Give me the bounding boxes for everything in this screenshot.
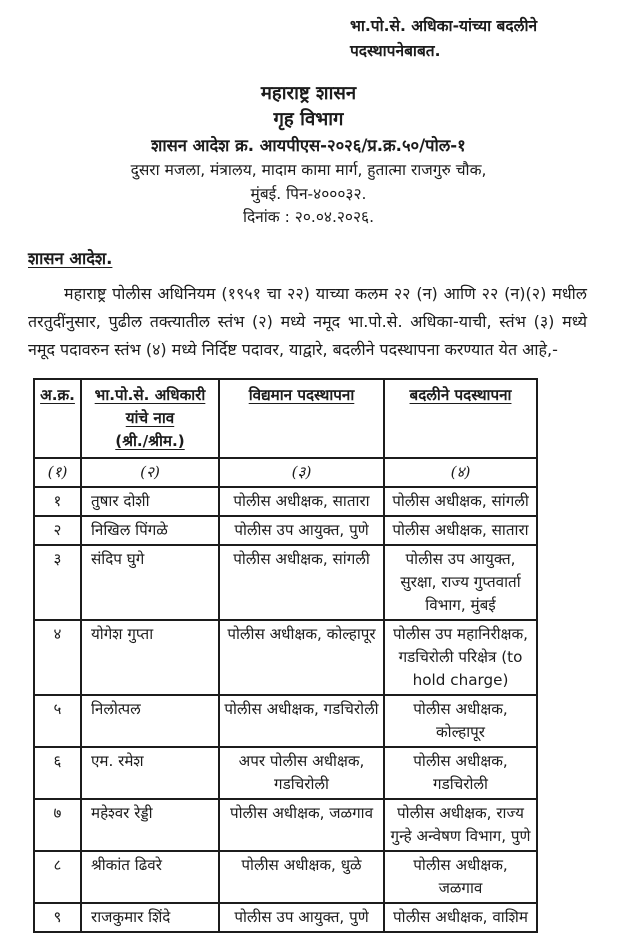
new-posting-cell: पोलीस उप आयुक्त, सुरक्षा, राज्य गुप्तवार्ता विभाग, मुंबई <box>384 545 537 620</box>
serial-cell: ५ <box>34 695 81 747</box>
current-posting-cell: पोलीस अधीक्षक, गडचिरोली <box>219 695 384 747</box>
name-cell: संदिप घुगे <box>81 545 219 620</box>
serial-cell: १ <box>34 487 81 516</box>
column-header-line: यांचे नाव <box>125 408 175 427</box>
current-posting-cell: पोलीस अधीक्षक, धुळे <box>219 851 384 903</box>
column-header-1 <box>34 379 81 458</box>
current-posting-cell: पोलीस अधीक्षक, कोल्हापूर <box>219 620 384 695</box>
new-posting-cell: पोलीस अधीक्षक, कोल्हापूर <box>384 695 537 747</box>
table-row <box>34 903 537 932</box>
serial-cell: ७ <box>34 799 81 851</box>
column-header-line: भा.पो.से. अधिकारी <box>94 385 206 404</box>
corner-note-line-2: पदस्थापनेबाबत. <box>350 42 441 60</box>
order-paragraph: महाराष्ट्र पोलीस अधिनियम (१९५१ चा २२) याच्या कलम २२ (न) आणि २२ (न)(२) मधील तरतुदींनुसार, पुढील तक्त्यातील स्तंभ (२) मध्ये नमूद भा.पो.से. अधिका-याची, स्तंभ (३) मध्ये नमूद पदावरुन स्तंभ (४) मध्ये निर्दिष्ट पदावर, याद्वारे, बदलीने पदस्थापना करण्यात येत आहे,- <box>28 283 587 359</box>
current-posting-cell: पोलीस उप आयुक्त, पुणे <box>219 516 384 545</box>
new-posting-cell: पोलीस अधीक्षक, जळगाव <box>384 851 537 903</box>
new-posting-cell: पोलीस अधीक्षक, गडचिरोली <box>384 747 537 799</box>
new-posting-cell: पोलीस अधीक्षक, सांगली <box>384 487 537 516</box>
serial-cell: ९ <box>34 903 81 932</box>
column-header-line: बदलीने पदस्थापना <box>409 385 512 404</box>
document-header <box>0 81 617 230</box>
column-index-3: (३) <box>219 458 384 487</box>
table-row <box>34 487 537 516</box>
address-line-1: दुसरा मजला, मंत्रालय, मादाम कामा मार्ग, हुतात्मा राजगुरु चौक, <box>130 161 487 179</box>
order-number: शासन आदेश क्र. आयपीएस-२०२६/प्र.क्र.५०/पोल-१ <box>151 136 466 155</box>
table-row <box>34 545 537 620</box>
current-posting-cell: पोलीस अधीक्षक, सांगली <box>219 545 384 620</box>
current-posting-cell: पोलीस अधीक्षक, सातारा <box>219 487 384 516</box>
table-head <box>34 379 537 487</box>
table-body <box>34 487 537 932</box>
name-cell: योगेश गुप्ता <box>81 620 219 695</box>
name-cell: महेश्वर रेड्डी <box>81 799 219 851</box>
subheader-row <box>34 458 537 487</box>
department-title: गृह विभाग <box>273 109 344 130</box>
new-posting-cell: पोलीस अधीक्षक, राज्य गुन्हे अन्वेषण विभाग, पुणे <box>384 799 537 851</box>
column-header-line: विद्यमान पदस्थापना <box>248 385 355 404</box>
name-cell: निलोत्पल <box>81 695 219 747</box>
name-cell: राजकुमार शिंदे <box>81 903 219 932</box>
column-header-line: (श्री./श्रीम.) <box>115 431 185 450</box>
transfer-table <box>33 378 538 933</box>
table-row <box>34 516 537 545</box>
corner-note-line-1: भा.पो.से. अधिका-यांच्या बदलीने <box>350 17 538 35</box>
current-posting-cell: अपर पोलीस अधीक्षक, गडचिरोली <box>219 747 384 799</box>
serial-cell: २ <box>34 516 81 545</box>
header-row <box>34 379 537 458</box>
government-title: महाराष्ट्र शासन <box>260 83 357 104</box>
name-cell: श्रीकांत ढिवरे <box>81 851 219 903</box>
name-cell: निखिल पिंगळे <box>81 516 219 545</box>
column-header-3 <box>219 379 384 458</box>
serial-cell: ६ <box>34 747 81 799</box>
table-row <box>34 799 537 851</box>
date-line: दिनांक : २०.०४.२०२६. <box>242 208 375 226</box>
name-cell: एम. रमेश <box>81 747 219 799</box>
column-header-4 <box>384 379 537 458</box>
column-index-4: (४) <box>384 458 537 487</box>
column-index-2: (२) <box>81 458 219 487</box>
serial-cell: ४ <box>34 620 81 695</box>
table-row <box>34 851 537 903</box>
new-posting-cell: पोलीस अधीक्षक, सातारा <box>384 516 537 545</box>
column-index-1: (१) <box>34 458 81 487</box>
column-header-line: अ.क्र. <box>40 385 75 404</box>
current-posting-cell: पोलीस अधीक्षक, जळगाव <box>219 799 384 851</box>
corner-note <box>350 14 597 64</box>
address-line-2: मुंबई. पिन-४०००३२. <box>250 184 367 203</box>
name-cell: तुषार दोशी <box>81 487 219 516</box>
table-row <box>34 747 537 799</box>
new-posting-cell: पोलीस उप महानिरीक्षक, गडचिरोली परिक्षेत्र (to hold charge) <box>384 620 537 695</box>
column-header-2 <box>81 379 219 458</box>
new-posting-cell: पोलीस अधीक्षक, वाशिम <box>384 903 537 932</box>
serial-cell: ८ <box>34 851 81 903</box>
section-heading: शासन आदेश. <box>28 248 113 268</box>
current-posting-cell: पोलीस उप आयुक्त, पुणे <box>219 903 384 932</box>
table-row <box>34 695 537 747</box>
table-row <box>34 620 537 695</box>
serial-cell: ३ <box>34 545 81 620</box>
